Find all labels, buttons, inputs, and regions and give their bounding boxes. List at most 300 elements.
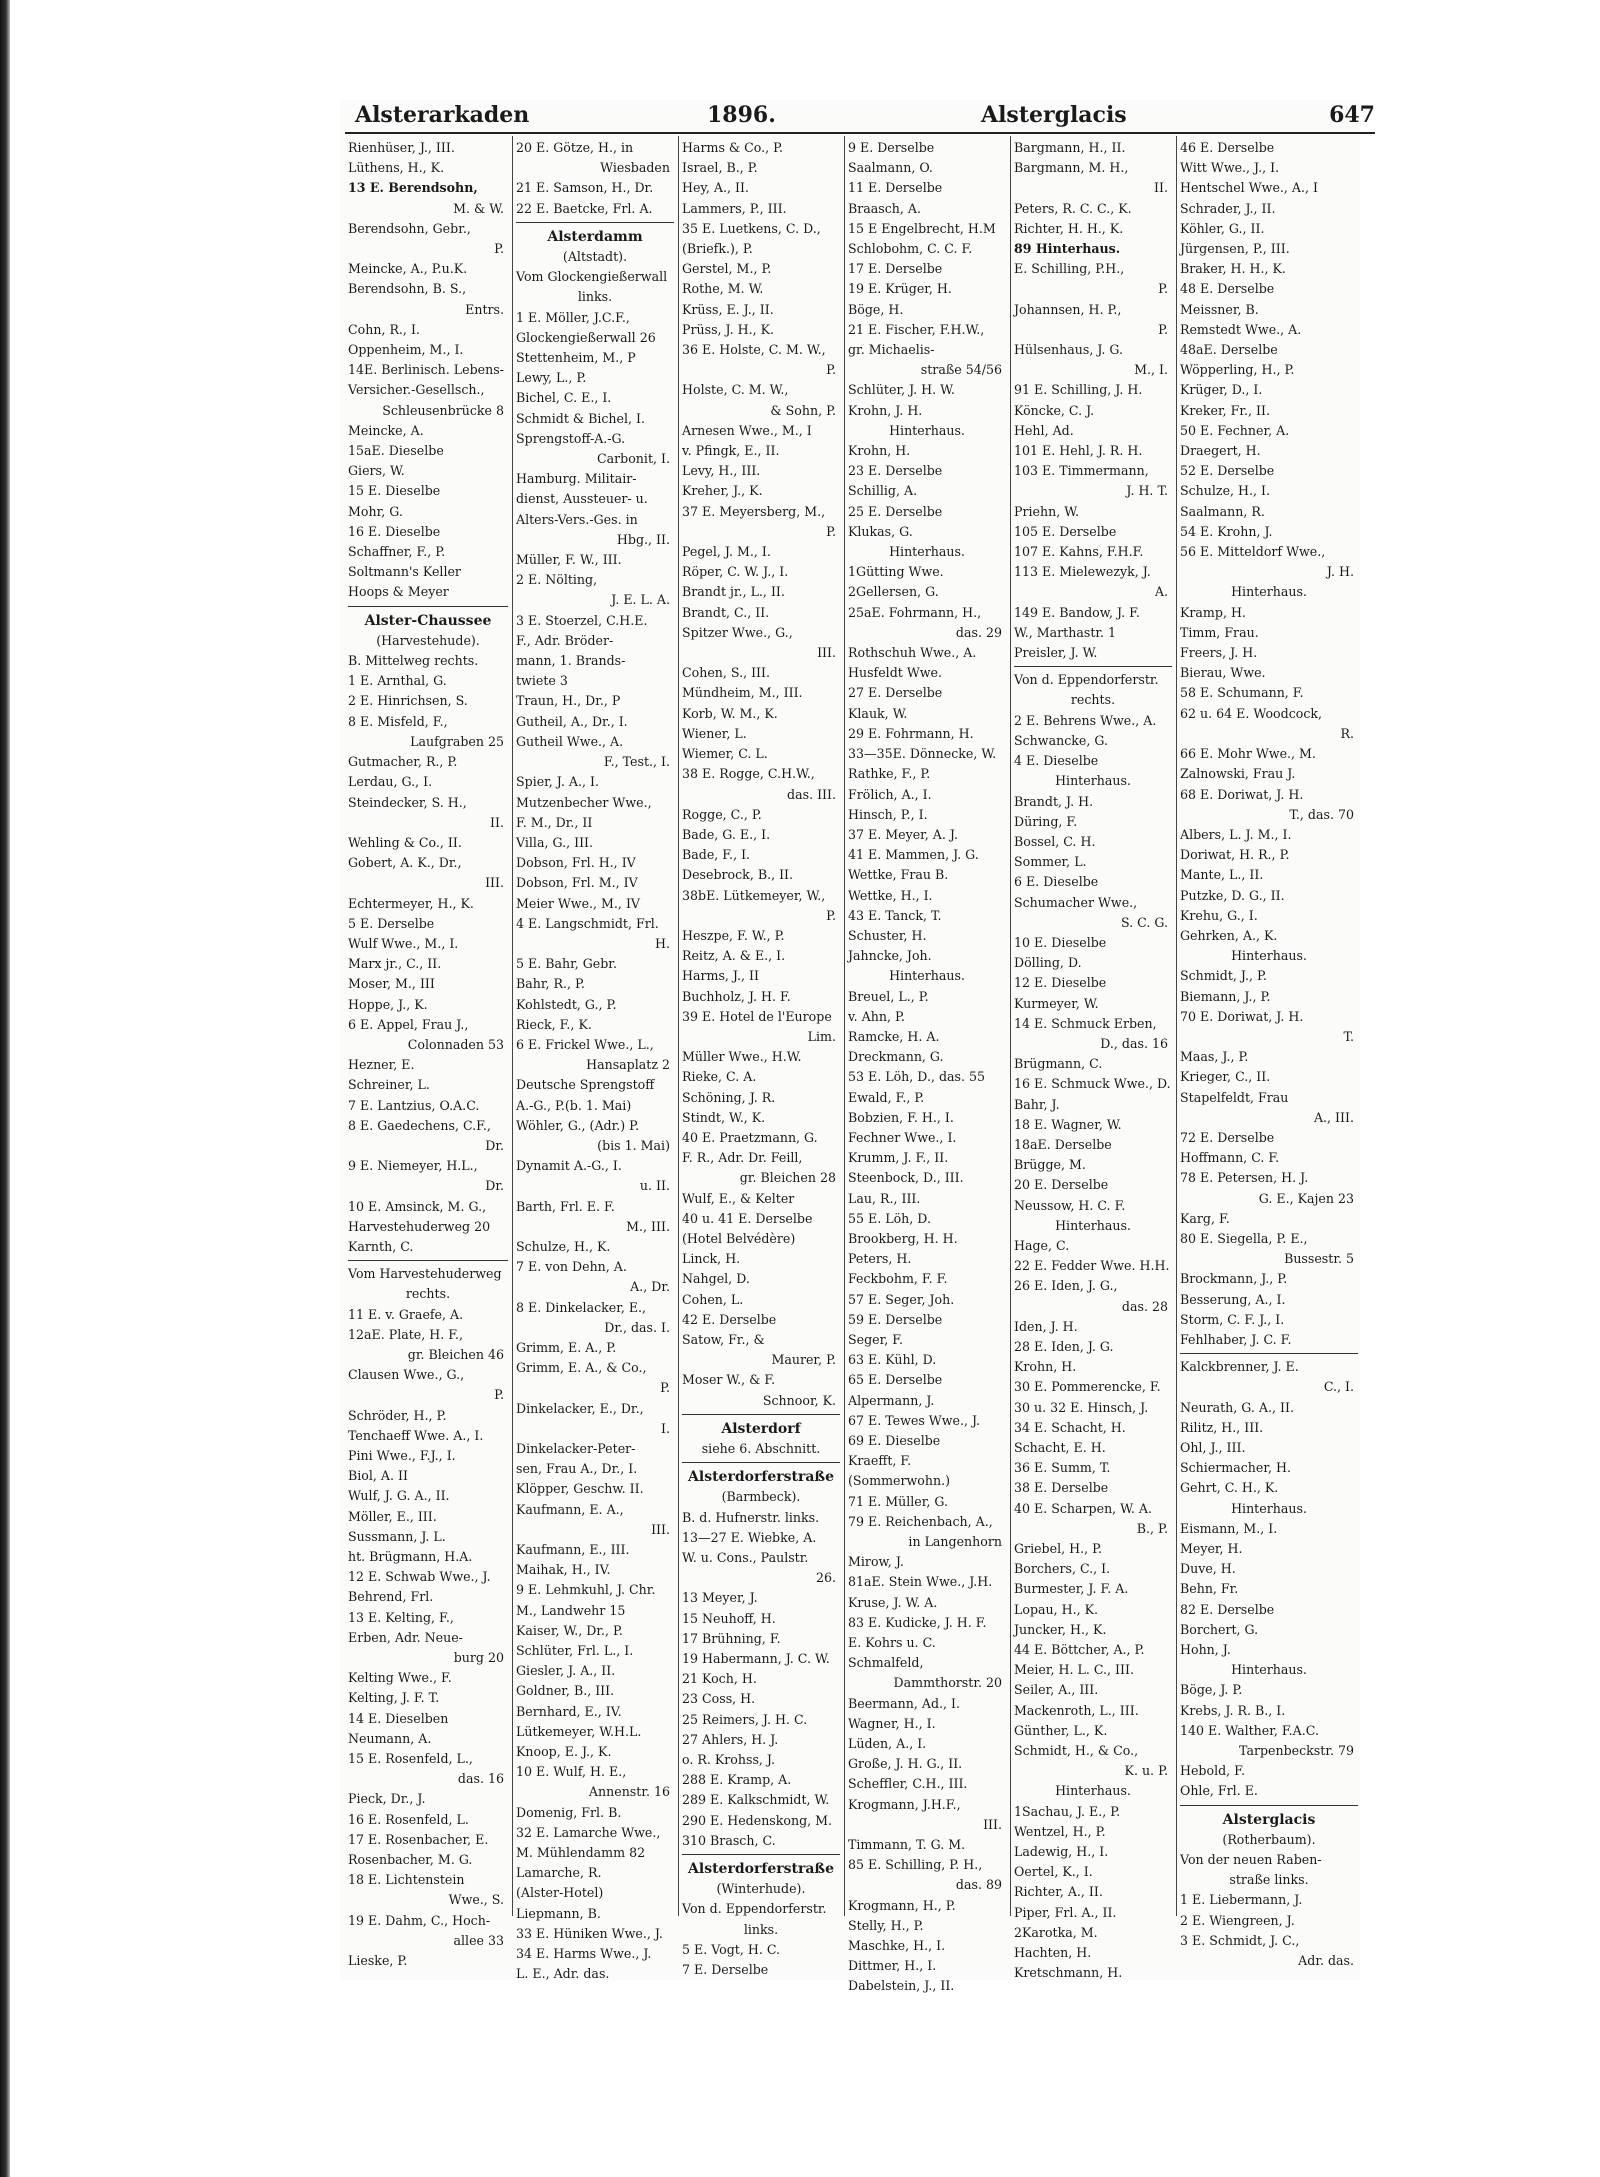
directory-entry: straße 54/56 bbox=[920, 362, 1002, 378]
directory-entry: Brandt, J. H. bbox=[1014, 793, 1094, 809]
directory-entry: Gutheil, A., Dr., I. bbox=[516, 713, 628, 729]
directory-entry: Cohn, R., I. bbox=[348, 321, 420, 337]
directory-entry: Tarpenbeckstr. 79 bbox=[1239, 1743, 1354, 1759]
directory-entry: Hentschel Wwe., A., I bbox=[1180, 180, 1318, 196]
header-right-street: Alsterglacis bbox=[981, 102, 1127, 128]
directory-entry: Schleusenbrücke 8 bbox=[382, 402, 504, 418]
directory-entry: 310 Brasch, C. bbox=[682, 1832, 776, 1848]
directory-entry: Gerstel, M., P. bbox=[682, 261, 772, 277]
directory-entry: Dinkelacker, E., Dr., bbox=[516, 1400, 644, 1416]
directory-entry: 40 E. Praetzmann, G. bbox=[682, 1129, 818, 1145]
section-rule bbox=[1014, 666, 1172, 667]
directory-entry: dienst, Aussteuer- u. bbox=[516, 491, 648, 507]
section-note: Hinterhaus. bbox=[1231, 948, 1307, 964]
directory-entry: Wulf, E., & Kelter bbox=[682, 1190, 795, 1206]
section-rule bbox=[516, 222, 674, 223]
directory-entry: Heszpe, F. W., P. bbox=[682, 927, 785, 943]
directory-entry: 149 E. Bandow, J. F. bbox=[1014, 604, 1140, 620]
directory-entry: Knoop, E. J., K. bbox=[516, 1744, 612, 1760]
directory-entry: das. 29 bbox=[955, 624, 1002, 640]
directory-entry: 14 E. Schmuck Erben, bbox=[1014, 1015, 1157, 1031]
directory-entry: Rathke, F., P. bbox=[848, 766, 931, 782]
directory-entry: twiete 3 bbox=[516, 673, 568, 689]
directory-entry: 58 E. Schumann, F. bbox=[1180, 685, 1304, 701]
directory-entry: Kelting Wwe., F. bbox=[348, 1670, 452, 1686]
directory-entry: Kaufmann, E., III. bbox=[516, 1542, 630, 1558]
directory-entry: Bierau, Wwe. bbox=[1180, 665, 1266, 681]
scan-left-edge bbox=[0, 0, 10, 2177]
directory-entry: 4 E. Langschmidt, Frl. bbox=[516, 915, 659, 931]
section-note: Hinterhaus. bbox=[1231, 584, 1307, 600]
directory-entry: Frölich, A., I. bbox=[848, 786, 932, 802]
directory-entry: Krehu, G., I. bbox=[1180, 907, 1258, 923]
directory-entry: 44 E. Böttcher, A., P. bbox=[1014, 1642, 1145, 1658]
directory-entry: Schlüter, J. H. W. bbox=[848, 382, 955, 398]
directory-entry: Schaffner, F., P. bbox=[348, 544, 446, 560]
directory-entry: 67 E. Tewes Wwe., J. bbox=[848, 1412, 981, 1428]
directory-entry: Iden, J. H. bbox=[1014, 1318, 1078, 1334]
directory-entry: Meincke, A., P.u.K. bbox=[348, 261, 468, 277]
directory-entry: 8 E. Dinkelacker, E., bbox=[516, 1299, 647, 1315]
directory-entry: 16 E. Dieselbe bbox=[348, 523, 441, 539]
directory-entry: Hoppe, J., K. bbox=[348, 996, 428, 1012]
directory-entry: ht. Brügmann, H.A. bbox=[348, 1549, 473, 1565]
directory-entry: Lewy, L., P. bbox=[516, 370, 587, 386]
directory-entry: Barth, Frl. E. F. bbox=[516, 1198, 615, 1214]
directory-entry: Schmidt, J., P. bbox=[1180, 968, 1267, 984]
directory-entry: Sprengstoff-A.-G. bbox=[516, 430, 626, 446]
directory-entry: M., Landwehr 15 bbox=[516, 1602, 626, 1618]
directory-entry: 80 E. Siegella, P. E., bbox=[1180, 1230, 1308, 1246]
directory-entry: Kretschmann, H. bbox=[1014, 1965, 1123, 1981]
directory-entry: J. E. L. A. bbox=[611, 592, 670, 608]
directory-entry: Wiemer, C. L. bbox=[682, 746, 768, 762]
directory-entry: Lütkemeyer, W.H.L. bbox=[516, 1723, 642, 1739]
directory-entry: Moser W., & F. bbox=[682, 1372, 776, 1388]
directory-entry: 48aE. Derselbe bbox=[1180, 342, 1278, 358]
directory-entry: Richter, A., II. bbox=[1014, 1884, 1103, 1900]
directory-entry: 3 E. Schmidt, J. C., bbox=[1180, 1932, 1300, 1948]
directory-entry: 14 E. Dieselben bbox=[348, 1710, 449, 1726]
directory-entry: 7 E. Derselbe bbox=[682, 1962, 769, 1978]
directory-entry: Bargmann, H., II. bbox=[1014, 140, 1126, 155]
directory-entry: 28 E. Iden, J. G. bbox=[1014, 1338, 1114, 1354]
directory-entry: Krohn, J. H. bbox=[848, 402, 923, 418]
directory-entry: Mackenroth, L., III. bbox=[1014, 1702, 1139, 1718]
directory-entry: B. Mittelweg rechts. bbox=[348, 653, 479, 669]
directory-entry: Krogmann, H., P. bbox=[848, 1897, 956, 1913]
directory-column-5 bbox=[1014, 138, 1172, 1981]
directory-entry: 10 E. Wulf, H. E., bbox=[516, 1764, 627, 1780]
directory-entry: Dynamit A.-G., I. bbox=[516, 1158, 622, 1174]
directory-entry: Tenchaeff Wwe. A., I. bbox=[348, 1427, 484, 1443]
directory-entry: Putzke, D. G., II. bbox=[1180, 887, 1285, 903]
directory-entry: Wulf Wwe., M., I. bbox=[348, 935, 459, 951]
directory-entry: M. & W. bbox=[453, 200, 504, 216]
directory-entry: Lim. bbox=[807, 1028, 836, 1044]
directory-entry: III. bbox=[485, 875, 504, 891]
directory-entry: 12aE. Plate, H. F., bbox=[348, 1326, 464, 1342]
directory-entry: Wentzel, H., P. bbox=[1014, 1823, 1106, 1839]
directory-entry: Hohn, J. bbox=[1180, 1642, 1231, 1658]
directory-entry: Stelly, H., P. bbox=[848, 1917, 924, 1933]
section-note: (Altstadt). bbox=[562, 249, 628, 265]
directory-entry: Wagner, H., I. bbox=[848, 1715, 936, 1731]
section-note: (Rotherbaum). bbox=[1222, 1831, 1316, 1847]
directory-entry: Bargmann, M. H., bbox=[1014, 160, 1129, 176]
directory-entry: 30 u. 32 E. Hinsch, J. bbox=[1014, 1399, 1149, 1415]
directory-entry: Buchholz, J. H. F. bbox=[682, 988, 791, 1004]
directory-entry: Kreker, Fr., II. bbox=[1180, 402, 1270, 418]
directory-entry: burg 20 bbox=[453, 1650, 504, 1666]
directory-entry: 15 E. Dieselbe bbox=[348, 483, 441, 499]
directory-entry: L. E., Adr. das. bbox=[516, 1966, 610, 1982]
directory-entry: Sommer, L. bbox=[1014, 854, 1087, 870]
directory-entry: 66 E. Mohr Wwe., M. bbox=[1180, 746, 1316, 762]
directory-entry: Seger, F. bbox=[848, 1331, 904, 1347]
directory-entry: Mante, L., II. bbox=[1180, 867, 1264, 883]
directory-entry: Schröder, H., P. bbox=[348, 1407, 447, 1423]
directory-entry: Witt Wwe., J., I. bbox=[1180, 160, 1280, 176]
directory-entry: 101 E. Hehl, J. R. H. bbox=[1014, 443, 1143, 459]
directory-entry: 62 u. 64 E. Woodcock, bbox=[1180, 705, 1323, 721]
directory-entry: Schulze, H., K. bbox=[516, 1238, 611, 1254]
directory-entry: Von d. Eppendorferstr. bbox=[682, 1901, 827, 1917]
directory-entry: Draegert, H. bbox=[1180, 443, 1261, 459]
directory-entry: Schumacher Wwe., bbox=[1014, 894, 1138, 910]
directory-entry: 3 E. Stoerzel, C.H.E. bbox=[516, 612, 648, 628]
directory-entry: 23 E. Derselbe bbox=[848, 463, 943, 479]
directory-entry: 72 E. Derselbe bbox=[1180, 1129, 1275, 1145]
directory-entry: Desebrock, B., II. bbox=[682, 867, 794, 883]
directory-entry: Dittmer, H., I. bbox=[848, 1958, 937, 1974]
directory-entry: Neumann, A. bbox=[348, 1730, 432, 1746]
directory-entry: Stindt, W., K. bbox=[682, 1109, 766, 1125]
directory-entry: Dobson, Frl. H., IV bbox=[516, 855, 636, 871]
directory-entry: in Langenhorn bbox=[908, 1534, 1002, 1550]
directory-entry: Colonnaden 53 bbox=[407, 1036, 504, 1052]
directory-entry: 15aE. Dieselbe bbox=[348, 443, 444, 459]
directory-entry: Alters-Vers.-Ges. in bbox=[516, 511, 638, 527]
directory-entry: A., Dr. bbox=[630, 1279, 670, 1295]
directory-entry: 18 E. Lichtenstein bbox=[348, 1872, 465, 1888]
column-divider bbox=[678, 136, 679, 1916]
directory-entry: 288 E. Kramp, A. bbox=[682, 1772, 792, 1788]
directory-entry: 63 E. Kühl, D. bbox=[848, 1352, 937, 1368]
directory-entry: Hoffmann, C. F. bbox=[1180, 1150, 1280, 1166]
directory-entry: 14E. Berlinisch. Lebens- bbox=[348, 362, 504, 378]
directory-entry: gr. Bleichen 46 bbox=[407, 1346, 504, 1362]
directory-entry: W. u. Cons., Paulstr. bbox=[682, 1550, 809, 1566]
directory-entry: Saalmann, O. bbox=[848, 160, 933, 176]
directory-entry: 16 E. Schmuck Wwe., D. bbox=[1014, 1076, 1171, 1092]
section-rule bbox=[1180, 1353, 1358, 1354]
directory-entry: Krebs, J. R. B., I. bbox=[1180, 1702, 1286, 1718]
directory-entry: Schlüter, Frl. L., I. bbox=[516, 1643, 634, 1659]
directory-entry: Biemann, J., P. bbox=[1180, 988, 1271, 1004]
directory-entry: P. bbox=[494, 1387, 504, 1403]
directory-entry: 20 E. Derselbe bbox=[1014, 1177, 1109, 1193]
street-heading: Alsterglacis bbox=[1222, 1811, 1316, 1828]
directory-entry: 5 E. Vogt, H. C. bbox=[682, 1941, 781, 1957]
directory-entry: 6 E. Frickel Wwe., L., bbox=[516, 1036, 654, 1052]
directory-entry: Liepmann, B. bbox=[516, 1905, 601, 1921]
directory-entry: 83 E. Kudicke, J. H. F. bbox=[848, 1614, 987, 1630]
directory-entry: Kelting, J. F. T. bbox=[348, 1690, 440, 1706]
directory-entry: Maschke, H., I. bbox=[848, 1938, 946, 1954]
section-note: Hinterhaus. bbox=[1055, 1783, 1131, 1799]
directory-entry: Gobert, A. K., Dr., bbox=[348, 855, 462, 871]
directory-entry: Steindecker, S. H., bbox=[348, 794, 467, 810]
column-divider bbox=[512, 136, 513, 1916]
directory-entry: Timmann, T. G. M. bbox=[848, 1837, 966, 1853]
directory-entry: 50 E. Fechner, A. bbox=[1180, 422, 1290, 438]
directory-entry: 40 u. 41 E. Derselbe bbox=[682, 1210, 813, 1226]
directory-entry: 17 Brühning, F. bbox=[682, 1630, 781, 1646]
directory-entry: P. bbox=[826, 523, 836, 539]
directory-entry: Grimm, E. A., P. bbox=[516, 1339, 617, 1355]
directory-entry: Bade, G. E., I. bbox=[682, 826, 771, 842]
directory-entry: Bernhard, E., IV. bbox=[516, 1703, 622, 1719]
directory-entry: 79 E. Reichenbach, A., bbox=[848, 1513, 993, 1529]
directory-entry: Kruse, J. W. A. bbox=[848, 1594, 938, 1610]
directory-entry: 26 E. Iden, J. G., bbox=[1014, 1278, 1118, 1294]
section-note: Hinterhaus. bbox=[1055, 773, 1131, 789]
directory-entry: Ohle, Frl. E. bbox=[1180, 1783, 1258, 1799]
directory-entry: 17 E. Rosenbacher, E. bbox=[348, 1831, 489, 1847]
directory-entry: Peters, R. C. C., K. bbox=[1014, 200, 1132, 216]
directory-entry: Oppenheim, M., I. bbox=[348, 342, 464, 358]
directory-entry: 33 E. Hüniken Wwe., J. bbox=[516, 1925, 663, 1941]
directory-entry: 22 E. Baetcke, Frl. A. bbox=[516, 200, 653, 216]
directory-entry: Richter, H. H., K. bbox=[1014, 220, 1124, 236]
directory-column-6 bbox=[1180, 138, 1358, 1969]
section-note: Hinterhaus. bbox=[889, 968, 965, 984]
directory-entry: 2 E. Wiengreen, J. bbox=[1180, 1912, 1295, 1928]
directory-entry: 15 E Engelbrecht, H.M bbox=[848, 220, 996, 236]
directory-entry: II. bbox=[1154, 180, 1168, 196]
directory-entry: Prüss, J. H., K. bbox=[682, 321, 775, 337]
directory-entry: 290 E. Hedenskong, M. bbox=[682, 1812, 833, 1828]
directory-entry: Fechner Wwe., I. bbox=[848, 1129, 957, 1145]
directory-entry: (Briefk.), P. bbox=[682, 241, 753, 257]
directory-entry: Hey, A., II. bbox=[682, 180, 749, 196]
section-rule bbox=[682, 1462, 840, 1463]
directory-entry: Dr., das. I. bbox=[604, 1319, 670, 1335]
directory-entry: Grimm, E. A., & Co., bbox=[516, 1360, 647, 1376]
directory-entry: 38 E. Derselbe bbox=[1014, 1480, 1109, 1496]
directory-entry: Klauk, W. bbox=[848, 705, 908, 721]
directory-entry: Kramp, H. bbox=[1180, 604, 1246, 620]
directory-entry: Cohen, L. bbox=[682, 1291, 744, 1307]
directory-entry: Spier, J. A., I. bbox=[516, 774, 599, 790]
directory-entry: Meier Wwe., M., IV bbox=[516, 895, 641, 911]
directory-entry: Lerdau, G., I. bbox=[348, 774, 433, 790]
directory-entry: (Sommerwohn.) bbox=[848, 1473, 950, 1489]
directory-entry: Giesler, J. A., II. bbox=[516, 1663, 616, 1679]
directory-entry: Kurmeyer, W. bbox=[1014, 995, 1099, 1011]
directory-entry: Saalmann, R. bbox=[1180, 503, 1265, 519]
directory-entry: E. Schilling, P.H., bbox=[1014, 261, 1125, 277]
directory-entry: Johannsen, H. P., bbox=[1014, 301, 1122, 317]
directory-entry: III. bbox=[817, 645, 836, 661]
directory-entry: Stapelfeldt, Frau bbox=[1180, 1089, 1289, 1105]
directory-entry: Dammthorstr. 20 bbox=[893, 1675, 1002, 1691]
directory-entry: F., Test., I. bbox=[603, 754, 670, 770]
directory-entry: 39 E. Hotel de l'Europe bbox=[682, 1008, 832, 1024]
directory-entry: Gutheil Wwe., A. bbox=[516, 733, 624, 749]
directory-entry: 5 E. Bahr, Gebr. bbox=[516, 956, 617, 972]
directory-entry: Röper, C. W. J., I. bbox=[682, 564, 789, 580]
directory-entry: 11 E. Derselbe bbox=[848, 180, 943, 196]
directory-entry: 46 E. Derselbe bbox=[1180, 140, 1275, 155]
directory-entry: Möller, E., III. bbox=[348, 1508, 437, 1524]
directory-entry: Steenbock, D., III. bbox=[848, 1170, 964, 1186]
directory-entry: 1Gütting Wwe. bbox=[848, 564, 944, 580]
directory-entry: Schmidt & Bichel, I. bbox=[516, 410, 646, 426]
directory-entry: Feckbohm, F. F. bbox=[848, 1271, 948, 1287]
directory-entry: Lamarche, R. bbox=[516, 1865, 602, 1881]
directory-entry: Brügge, M. bbox=[1014, 1157, 1086, 1173]
directory-entry: Rosenbacher, M. G. bbox=[348, 1852, 473, 1868]
directory-entry: 33—35E. Dönnecke, W. bbox=[848, 746, 997, 762]
directory-entry: 140 E. Walther, F.A.C. bbox=[1180, 1722, 1319, 1738]
directory-entry: Wettke, H., I. bbox=[848, 887, 933, 903]
directory-entry: Behrend, Frl. bbox=[348, 1589, 434, 1605]
directory-entry: 25aE. Fohrmann, H., bbox=[848, 604, 982, 620]
directory-entry: Lopau, H., K. bbox=[1014, 1601, 1099, 1617]
directory-entry: P. bbox=[826, 362, 836, 378]
directory-entry: Schwancke, G. bbox=[1014, 732, 1108, 748]
directory-entry: Brandt, C., II. bbox=[682, 604, 770, 620]
directory-entry: Glockengießerwall 26 bbox=[516, 329, 656, 345]
directory-entry: 23 Coss, H. bbox=[682, 1691, 756, 1707]
section-rule bbox=[1180, 1805, 1358, 1806]
directory-entry: Nahgel, D. bbox=[682, 1271, 750, 1287]
directory-entry: Bade, F., I. bbox=[682, 847, 751, 863]
directory-entry: 35 E. Luetkens, C. D., bbox=[682, 220, 821, 236]
directory-entry: H. bbox=[655, 935, 670, 951]
directory-entry: gr. Bleichen 28 bbox=[739, 1170, 836, 1186]
section-note: links. bbox=[743, 1921, 779, 1937]
directory-entry: 6 E. Appel, Frau J., bbox=[348, 1016, 469, 1032]
directory-entry: Bahr, R., P. bbox=[516, 976, 585, 992]
directory-entry: 65 E. Derselbe bbox=[848, 1372, 943, 1388]
directory-entry: Schlobohm, C. C. F. bbox=[848, 241, 973, 257]
directory-entry: Dölling, D. bbox=[1014, 955, 1082, 971]
directory-entry: 107 E. Kahns, F.H.F. bbox=[1014, 544, 1144, 560]
directory-entry: Holste, C. M. W., bbox=[682, 382, 789, 398]
directory-entry: gr. Michaelis- bbox=[848, 342, 935, 358]
section-note: Hinterhaus. bbox=[1231, 1662, 1307, 1678]
directory-entry: Meyer, H. bbox=[1180, 1541, 1243, 1557]
directory-entry: Freers, J. H. bbox=[1180, 645, 1258, 661]
directory-entry: Dreckmann, G. bbox=[848, 1049, 944, 1065]
directory-entry: Krumm, J. F., II. bbox=[848, 1150, 949, 1166]
directory-column-1 bbox=[348, 138, 508, 1969]
directory-entry: Harvestehuderweg 20 bbox=[348, 1218, 491, 1234]
directory-entry: Albers, L. J. M., I. bbox=[1180, 826, 1292, 842]
directory-entry: Arnesen Wwe., M., I bbox=[682, 422, 812, 438]
directory-entry: Rienhüser, J., III. bbox=[348, 140, 455, 155]
directory-entry: 15 Neuhoff, H. bbox=[682, 1610, 776, 1626]
street-heading: Alsterdorferstraße bbox=[688, 1861, 834, 1878]
directory-entry: Berendsohn, B. S., bbox=[348, 281, 467, 297]
directory-entry: 89 Hinterhaus. bbox=[1014, 241, 1121, 257]
directory-entry: Schuster, H. bbox=[848, 927, 927, 943]
directory-entry: 22 E. Fedder Wwe. H.H. bbox=[1014, 1258, 1170, 1274]
directory-entry: Bossel, C. H. bbox=[1014, 833, 1096, 849]
directory-entry: 9 E. Lehmkuhl, J. Chr. bbox=[516, 1582, 656, 1598]
directory-entry: 105 E. Derselbe bbox=[1014, 523, 1117, 539]
directory-entry: Neurath, G. A., II. bbox=[1180, 1399, 1294, 1415]
directory-entry: Krohn, H. bbox=[1014, 1359, 1077, 1375]
directory-entry: Rogge, C., P. bbox=[682, 806, 762, 822]
directory-entry: III. bbox=[651, 1521, 670, 1537]
directory-entry: Ohl, J., III. bbox=[1180, 1440, 1246, 1455]
directory-entry: 32 E. Lamarche Wwe., bbox=[516, 1824, 661, 1840]
directory-entry: P. bbox=[660, 1380, 670, 1396]
directory-entry: Hehl, Ad. bbox=[1014, 422, 1074, 438]
directory-entry: 21 E. Fischer, F.H.W., bbox=[848, 321, 985, 337]
directory-entry: I. bbox=[661, 1420, 670, 1436]
header-year: 1896. bbox=[707, 102, 776, 128]
directory-entry: Seiler, A., III. bbox=[1014, 1682, 1099, 1698]
directory-entry: Köhler, G., II. bbox=[1180, 220, 1265, 236]
directory-entry: M., I. bbox=[1134, 362, 1168, 378]
header-rule bbox=[345, 132, 1375, 134]
directory-entry: Borchert, G. bbox=[1180, 1621, 1259, 1637]
directory-entry: 18 E. Wagner, W. bbox=[1014, 1116, 1122, 1132]
directory-entry: 4 E. Dieselbe bbox=[1014, 753, 1099, 769]
directory-entry: v. Ahn, P. bbox=[848, 1008, 905, 1024]
directory-entry: 27 E. Derselbe bbox=[848, 685, 943, 701]
directory-entry: 21 E. Samson, H., Dr. bbox=[516, 180, 654, 196]
directory-entry: 85 E. Schilling, P. H., bbox=[848, 1857, 983, 1873]
directory-entry: Schreiner, L. bbox=[348, 1077, 430, 1093]
directory-entry: Vom Harvestehuderweg bbox=[348, 1266, 502, 1282]
directory-entry: 12 E. Dieselbe bbox=[1014, 975, 1107, 991]
directory-entry: Traun, H., Dr., P bbox=[516, 693, 621, 709]
directory-entry: sen, Frau A., Dr., I. bbox=[516, 1461, 638, 1477]
directory-entry: 41 E. Mammen, J. G. bbox=[848, 847, 979, 863]
directory-entry: J. H. bbox=[1326, 564, 1354, 580]
directory-entry: (bis 1. Mai) bbox=[597, 1137, 670, 1153]
directory-entry: 38bE. Lütkemeyer, W., bbox=[682, 887, 826, 903]
directory-entry: Beermann, Ad., I. bbox=[848, 1695, 961, 1711]
directory-entry: Jahncke, Joh. bbox=[848, 948, 932, 964]
directory-entry: 5 E. Derselbe bbox=[348, 915, 435, 931]
directory-entry: Harms & Co., P. bbox=[682, 140, 784, 155]
header-left-street: Alsterarkaden bbox=[355, 102, 530, 128]
directory-entry: Lüden, A., I. bbox=[848, 1736, 927, 1752]
directory-entry: Schnoor, K. bbox=[762, 1392, 836, 1408]
column-divider bbox=[1010, 136, 1011, 1916]
directory-entry: 34 E. Harms Wwe., J. bbox=[516, 1946, 652, 1962]
directory-entry: das. III. bbox=[787, 786, 836, 802]
page-number: 647 bbox=[1329, 102, 1375, 128]
directory-entry: Preisler, J. W. bbox=[1014, 645, 1098, 661]
directory-entry: 70 E. Doriwat, J. H. bbox=[1180, 1008, 1304, 1024]
directory-entry: 59 E. Derselbe bbox=[848, 1311, 943, 1327]
directory-entry: P. bbox=[494, 241, 504, 257]
column-divider bbox=[1176, 136, 1177, 1916]
directory-entry: 12 E. Schwab Wwe., J. bbox=[348, 1569, 491, 1585]
directory-entry: F. R., Adr. Dr. Feill, bbox=[682, 1150, 803, 1166]
directory-entry: Fehlhaber, J. C. F. bbox=[1180, 1331, 1292, 1347]
directory-entry: Wiesbaden bbox=[600, 160, 670, 176]
directory-entry: Hezner, E. bbox=[348, 1057, 415, 1073]
